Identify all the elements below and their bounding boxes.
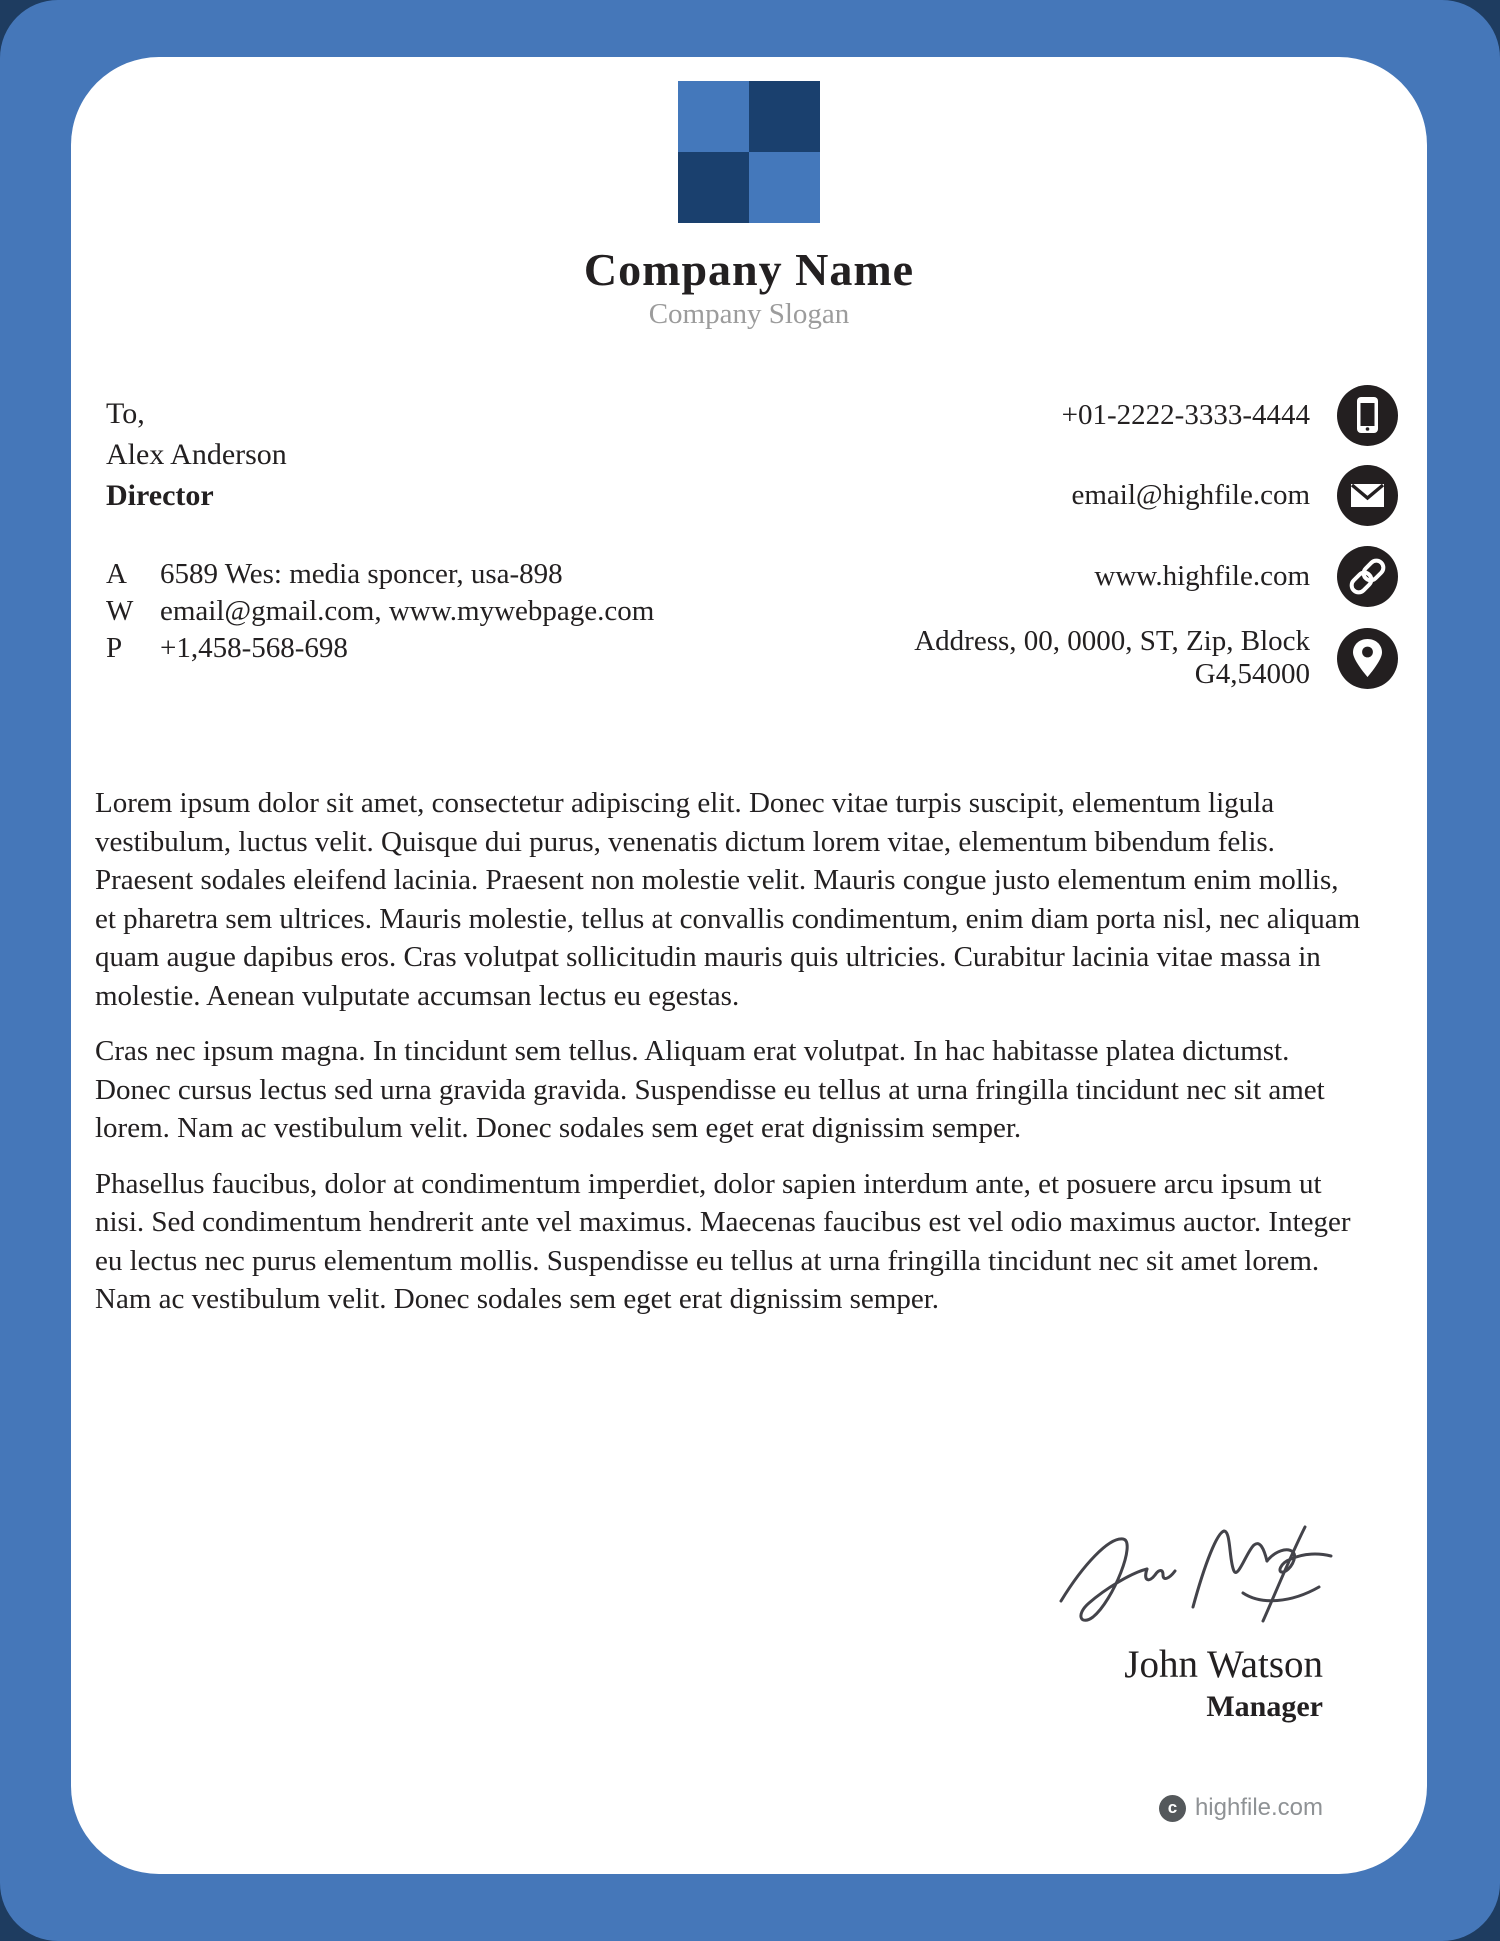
signature-block: [1047, 1509, 1323, 1725]
company-logo: [678, 81, 820, 223]
sender-web-row: [106, 593, 654, 630]
contact-phone-text: +01-2222-3333-4444: [1061, 398, 1310, 431]
contact-address-text: [914, 625, 1310, 691]
body-paragraph-2: Cras nec ipsum magna. In tincidunt sem tellus. Aliquam erat volutpat. In hac habitasse platea dictumst. Donec cursus lectus sed urna gravida gravida. Suspendisse eu tellus at urna fringilla tincidunt nec sit amet lorem. Nam ac vestibulum velit. Donec sodales sem eget erat dignissim semper.: [95, 1035, 1325, 1144]
logo-square-top-left: [678, 81, 749, 152]
footer-site: highfile.com: [1194, 1794, 1323, 1821]
signer-role: Manager: [1206, 1689, 1323, 1723]
logo-square-bottom-right: [749, 152, 820, 223]
recipient-salutation: To,: [106, 397, 145, 430]
sender-web-value: email@gmail.com, www.mywebpage.com: [160, 595, 655, 627]
contact-email-row: [1072, 464, 1399, 526]
sender-address-row: [106, 556, 654, 593]
company-name: Company Name: [583, 244, 915, 295]
link-icon: [1337, 546, 1398, 607]
sender-phone-row: [106, 630, 654, 667]
letter-body: [95, 784, 1365, 1336]
contact-address-line1: Address, 00, 0000, ST, Zip, Block: [914, 625, 1310, 657]
signer-name: John Watson: [1124, 1643, 1323, 1686]
signature-image: [1047, 1509, 1347, 1639]
page-footer: [1159, 1794, 1323, 1822]
recipient-block: [106, 393, 287, 516]
logo-square-bottom-left: [678, 152, 749, 223]
sender-web-label: W: [106, 595, 134, 627]
location-icon: [1337, 628, 1398, 689]
sender-phone-label: P: [106, 632, 123, 664]
contact-address-row: [914, 627, 1398, 689]
sender-address-label: A: [106, 558, 127, 590]
letter-page: [71, 57, 1427, 1874]
body-paragraph-1: Lorem ipsum dolor sit amet, consectetur adipiscing elit. Donec vitae turpis suscipit, elementum ligula vestibulum, luctus velit. Quisque dui purus, venenatis dictum lorem vitae, elementum bibendum felis. Praesent sodales eleifend lacinia. Praesent non molestie velit. Mauris congue justo elementum enim mollis, et pharetra sem ultrices. Mauris molestie, tellus at convallis condimentum, enim diam porta nisl, nec aliquam quam augue dapibus eros. Cras volutpat sollicitudin mauris quis ultricies. Curabitur lacinia vitae massa in molestie. Aenean vulputate accumsan lectus eu egestas.: [95, 787, 1361, 1012]
contact-address-line2: G4,54000: [1194, 658, 1310, 690]
email-icon: [1337, 465, 1398, 526]
sender-contact-block: [106, 556, 654, 667]
company-slogan: Company Slogan: [648, 298, 850, 330]
recipient-title: Director: [106, 479, 214, 512]
recipient-name: Alex Anderson: [106, 438, 287, 471]
body-paragraph-3: Phasellus faucibus, dolor at condimentum imperdiet, dolor sapien interdum ante, et posuere arcu ipsum ut nisi. Sed condimentum hendrerit ante vel maximus. Maecenas faucibus est vel odio maximus auctor. Integer eu lectus nec purus elementum mollis. Suspendisse eu tellus at urna fringilla tincidunt nec sit amet lorem. Nam ac vestibulum velit. Donec sodales sem eget erat dignissim semper.: [95, 1167, 1351, 1315]
contact-email-text: email@highfile.com: [1071, 478, 1310, 511]
contact-website-row: [1094, 545, 1398, 607]
sender-address-value: 6589 Wes: media sponcer, usa-898: [160, 558, 563, 590]
contact-website-text: www.highfile.com: [1094, 559, 1310, 592]
contact-phone-row: [1062, 384, 1398, 446]
logo-square-top-right: [749, 81, 820, 152]
letterhead-header: [71, 244, 1427, 330]
sender-phone-value: +1,458-568-698: [160, 632, 348, 664]
phone-icon: [1337, 385, 1398, 446]
copyright-icon: c: [1159, 1795, 1186, 1822]
